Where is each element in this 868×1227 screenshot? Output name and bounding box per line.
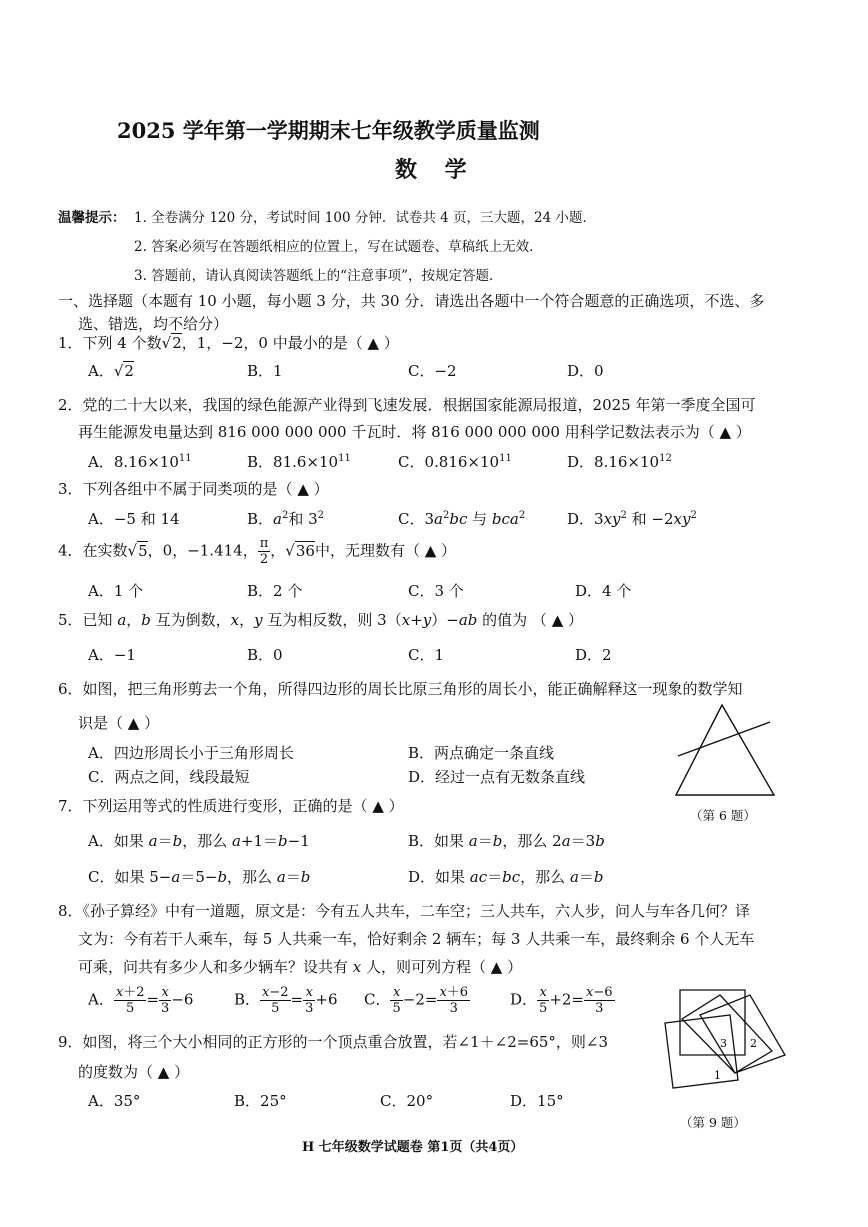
q4-stem-post: 中，无理数有（ ▲ ） — [314, 541, 457, 560]
q4-option-a: A．1 个 — [88, 582, 144, 600]
option-label: D． — [567, 510, 595, 528]
question-8-cont: 文为：今有若干人乘车，每 5 人共乘一车，恰好剩余 2 辆车；每 3 人共乘一车，最终剩余 6 个人无车 — [78, 930, 755, 948]
q2-option-c — [398, 451, 512, 472]
q1-a-radicand: 2 — [124, 362, 134, 380]
q8-variable: x — [352, 958, 362, 976]
q2-c-base: C．0.816×10 — [398, 453, 500, 471]
question-9-cont: 的度数为（ ▲ ） — [78, 1063, 190, 1081]
q5-option-a: A．−1 — [88, 646, 136, 664]
option-label: C． — [398, 510, 425, 528]
q4-option-b: B．2 个 — [247, 582, 303, 600]
q4-option-c: C．3 个 — [408, 582, 464, 600]
q1-stem-pre: 1．下列 4 个数 — [58, 334, 162, 352]
tip-item: 2. 答案必须写在答题纸相应的位置上，写在试题卷、草稿纸上无效． — [134, 239, 543, 255]
sqrt-symbol: √ — [161, 334, 172, 352]
q4-fraction — [258, 536, 271, 567]
q9-squares-figure — [660, 985, 800, 1105]
q6-caption: （第 6 题） — [690, 808, 756, 823]
page-title: 2025 学年第一学期期末七年级教学质量监测 — [117, 118, 540, 143]
q5-option-d: D．2 — [575, 646, 612, 664]
q5-option-c: C．1 — [408, 646, 445, 664]
option-label: A． — [88, 362, 114, 380]
angle-label-1: 1 — [714, 1069, 721, 1082]
q1-stem-post: ，1，−2，0 中最小的是（ ▲ ） — [181, 334, 399, 352]
q5-option-b: B．0 — [247, 646, 283, 664]
q2-b-base: B．81.6×10 — [247, 453, 339, 471]
q4-option-d: D．4 个 — [575, 582, 632, 600]
section-heading-cont: 选、错选，均不给分） — [78, 315, 229, 333]
q4-radicand-2: 36 — [295, 541, 315, 560]
q1-option-b: B．1 — [247, 362, 283, 380]
q8-line3-pre: 可乘，问共有多少人和多少辆车？设共有 — [78, 958, 353, 976]
q6-option-b: B．两点确定一条直线 — [408, 744, 555, 762]
q9-option-d: D．15° — [510, 1092, 564, 1110]
q1-radicand: 2 — [172, 334, 182, 352]
sqrt-symbol: √ — [113, 362, 124, 380]
question-6-cont: 识是（ ▲ ） — [78, 714, 160, 732]
question-8: 8．《孙子算经》中有一道题，原文是：今有五人共车，二车空；三人共车，六人步，问人与车各几何？译 — [58, 902, 751, 920]
q6-option-c: C．两点之间，线段最短 — [88, 768, 250, 786]
q3-option-a: A．−5 和 14 — [88, 510, 180, 528]
tip-item: 1. 全卷满分 120 分，考试时间 100 分钟．试卷共 4 页，三大题，24 小题． — [134, 210, 597, 226]
q2-d-base: D．8.16×10 — [567, 453, 660, 471]
q7-option-b: B．如果 a＝b，那么 2a＝3b — [408, 832, 605, 850]
fraction-denominator: 2 — [259, 552, 269, 567]
q1-option-a — [88, 360, 134, 381]
q3-option-d: D．$3xy^2$ 和 $-2xy^2$ — [567, 510, 697, 528]
question-6: 6．如图，把三角形剪去一个角，所得四边形的周长比原三角形的周长小，能正确解释这一现象的数学知 — [58, 680, 743, 698]
q1-option-c: C．−2 — [408, 362, 457, 380]
q8-option-b: B． $\frac{x-2}{5}$ = $\frac{x}{3}$ +6 — [234, 985, 338, 1016]
q7-option-a: A．如果 a＝b，那么 a+1＝b−1 — [88, 832, 310, 850]
q7-option-c: C．如果 5−a＝5−b，那么 a＝b — [88, 868, 311, 886]
q7-option-d: D．如果 ac＝bc，那么 a＝b — [408, 868, 604, 886]
q2-a-base: A．8.16×10 — [88, 453, 179, 471]
option-label: B． — [247, 510, 274, 528]
question-5: 5．已知 a，b 互为倒数，x，y 互为相反数，则 3（x+y）−ab 的值为 （ ▲ ） — [58, 611, 583, 629]
q3-option-b: B．$a^2$和 $3^2$ — [247, 510, 325, 528]
question-2-cont: 再生能源发电量达到 816 000 000 000 千瓦时．将 816 000 000 000 用科学记数法表示为（ ▲ ） — [78, 423, 751, 441]
q2-b-exp: 11 — [338, 453, 351, 464]
q4-radicand-1: 5 — [138, 541, 148, 560]
question-2: 2．党的二十大以来，我国的绿色能源产业得到飞速发展．根据国家能源局报道，2025 年第一季度全国可 — [58, 396, 756, 414]
q8-option-d: D． $\frac{x}{5}$ +2= $\frac{x-6}{3}$ — [510, 985, 613, 1016]
q2-option-b — [247, 451, 351, 472]
q6-option-d: D．经过一点有无数条直线 — [408, 768, 586, 786]
subject-title: 数 学 — [395, 157, 477, 183]
q8-option-a: A． $\frac{x+2}{5}$ = $\frac{x}{3}$ −6 — [88, 985, 194, 1016]
q9-option-b: B．25° — [234, 1092, 287, 1110]
angle-label-2: 2 — [750, 1037, 757, 1050]
q2-d-exp: 12 — [659, 453, 672, 464]
q2-c-exp: 11 — [499, 453, 512, 464]
q9-caption: （第 9 题） — [680, 1115, 746, 1130]
tips-label: 温馨提示： — [58, 210, 126, 226]
q2-option-d — [567, 451, 672, 472]
q8-line3-post: 人，则可列方程（ ▲ ） — [361, 958, 523, 976]
q8-option-c: C． $\frac{x}{5}$ −2= $\frac{x+6}{3}$ — [364, 985, 469, 1016]
question-9: 9．如图，将三个大小相同的正方形的一个顶点重合放置，若∠1＋∠2=65°，则∠3 — [58, 1033, 609, 1051]
q3-option-c: C．$3a^2bc$ 与 bca$^2$ — [398, 510, 526, 528]
sqrt-symbol: √ — [127, 541, 138, 560]
fraction-numerator: π — [259, 536, 269, 551]
q9-option-a: A．35° — [88, 1092, 141, 1110]
q6-option-a: A．四边形周长小于三角形周长 — [88, 744, 294, 762]
question-8-cont2 — [78, 956, 522, 977]
page-footer: H 七年级数学试题卷 第1页（共4页） — [302, 1140, 524, 1155]
question-1 — [58, 332, 399, 353]
question-4: 4．在实数√5，0，−1.414， $\frac{\pi}{2}$ ，√36中，无理数有（ ▲ ） — [58, 536, 457, 567]
section-heading: 一、选择题（本题有 10 小题，每小题 3 分，共 30 分．请选出各题中一个符合题意的正确选项，不选、多 — [58, 292, 765, 310]
tip-item: 3. 答题前，请认真阅读答题纸上的“注意事项”，按规定答题． — [134, 268, 503, 284]
q2-a-exp: 11 — [178, 453, 192, 464]
question-7: 7．下列运用等式的性质进行变形，正确的是（ ▲ ） — [58, 797, 404, 815]
angle-label-3: 3 — [720, 1037, 727, 1050]
question-3: 3．下列各组中不属于同类项的是（ ▲ ） — [58, 480, 329, 498]
q6-triangle-figure — [670, 700, 780, 800]
q2-option-a — [88, 451, 192, 472]
q4-stem-mid: ，0，−1.414， — [147, 541, 258, 560]
q9-option-c: C．20° — [380, 1092, 434, 1110]
sqrt-symbol: √ — [285, 541, 295, 560]
q1-option-d: D．0 — [567, 362, 604, 380]
q4-stem-pre: 4．在实数 — [58, 541, 128, 560]
